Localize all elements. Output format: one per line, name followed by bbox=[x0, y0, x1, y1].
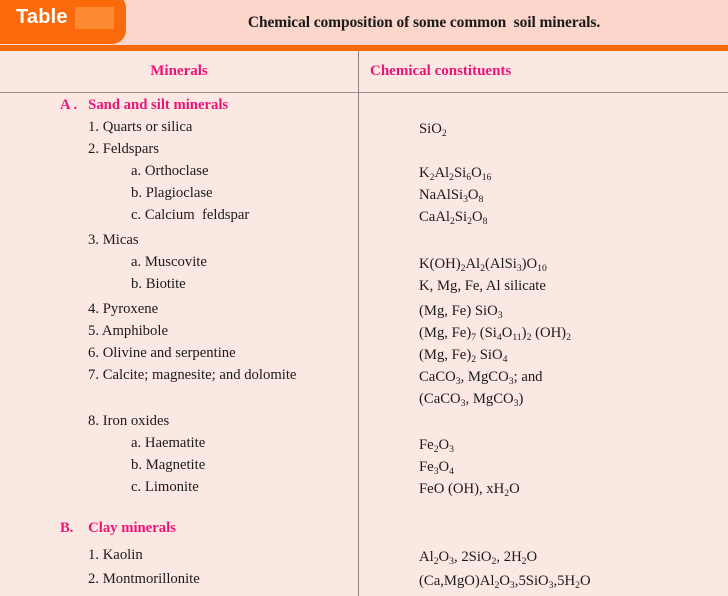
constituents-column bbox=[359, 93, 728, 596]
header-divider bbox=[0, 92, 728, 93]
mineral-name: 5. Amphibole bbox=[88, 323, 168, 339]
column-divider bbox=[358, 51, 359, 596]
mineral-name: b. Plagioclase bbox=[131, 185, 213, 201]
chemical-formula: $NaAlSi_3O_8$ bbox=[419, 187, 484, 205]
chemical-formula: $K(OH)_2Al_2(AlSi_3)O_{10}$ bbox=[419, 256, 547, 274]
mineral-name: c. Limonite bbox=[131, 479, 199, 495]
table-number-badge bbox=[0, 0, 126, 44]
mineral-name: 2. Feldspars bbox=[88, 141, 159, 157]
table-badge-number bbox=[75, 7, 114, 29]
mineral-name: 3. Micas bbox=[88, 232, 139, 248]
column-header-constituents: Chemical constituents bbox=[370, 63, 512, 79]
chemical-formula: $Fe_2O_3$ bbox=[419, 437, 454, 455]
mineral-name: 1. Quarts or silica bbox=[88, 119, 193, 135]
mineral-name: a. Haematite bbox=[131, 435, 206, 451]
chemical-formula: SiO$_2$ bbox=[419, 121, 447, 139]
column-header-minerals: Minerals bbox=[150, 63, 208, 79]
chemical-formula: $Fe_3O_4$ bbox=[419, 459, 454, 477]
mineral-section-label: B. Clay minerals bbox=[60, 520, 176, 536]
mineral-name: 8. Iron oxides bbox=[88, 413, 170, 429]
table-caption: Chemical composition of some common soil minerals. bbox=[247, 13, 601, 31]
table-body bbox=[0, 93, 728, 596]
chemical-formula: FeO (OH), $xH_2O$ bbox=[419, 481, 520, 499]
chemical-formula: $(Ca,MgO)Al_2O_3,5SiO_3,5H_2O$ bbox=[419, 573, 591, 591]
chemical-formula: $Al_2O_3$, 2SiO$_2$, $2H_2O$ bbox=[419, 549, 538, 567]
mineral-name: 1. Kaolin bbox=[88, 547, 143, 563]
chemical-formula: (Mg, $Fe)_2$ SiO$_4$ bbox=[419, 347, 508, 365]
mineral-name: a. Muscovite bbox=[131, 254, 207, 270]
chemical-formula: CaCO$_3$, MgCO$_3$; and bbox=[419, 369, 543, 387]
chemical-formula: (Mg, $Fe)_7$ $(Si_4O_{11})_2$ $(OH)_2$ bbox=[419, 325, 571, 343]
chemical-formula: (Mg, Fe) SiO$_3$ bbox=[419, 303, 503, 321]
table-header-row bbox=[0, 51, 728, 92]
mineral-name: 4. Pyroxene bbox=[88, 301, 159, 317]
mineral-section-label: A . Sand and silt minerals bbox=[60, 97, 229, 113]
mineral-name: 2. Montmorillonite bbox=[88, 571, 200, 587]
mineral-name: c. Calcium feldspar bbox=[131, 207, 250, 223]
table-badge-label: Table bbox=[16, 6, 68, 28]
mineral-name: a. Orthoclase bbox=[131, 163, 209, 179]
chemical-formula: (CaCO$_3$, MgCO$_3$) bbox=[419, 391, 524, 409]
chemical-formula: $CaAl_2Si_2O_8$ bbox=[419, 209, 488, 227]
chemical-formula: $K_2Al_2Si_6O_{16}$ bbox=[419, 165, 492, 183]
mineral-name: 6. Olivine and serpentine bbox=[88, 345, 236, 361]
minerals-column bbox=[0, 93, 358, 596]
chemical-formula: K, Mg, Fe, Al silicate bbox=[419, 278, 546, 294]
accent-rule bbox=[0, 45, 728, 51]
mineral-name: b. Magnetite bbox=[131, 457, 206, 473]
mineral-name: 7. Calcite; magnesite; and dolomite bbox=[88, 367, 297, 383]
mineral-name: b. Biotite bbox=[131, 276, 186, 292]
